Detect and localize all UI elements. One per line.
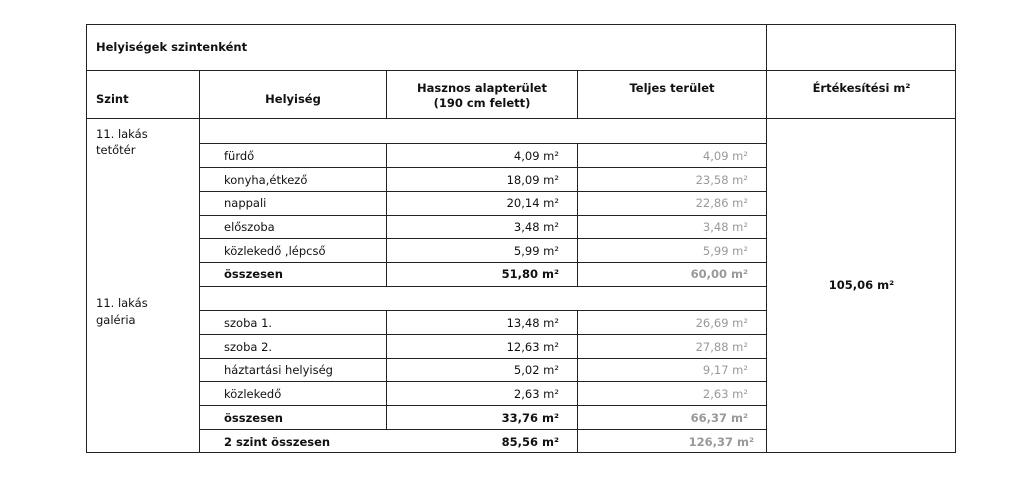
grand-total-label: 2 szint összesen — [224, 435, 331, 449]
room-hasznos: 2,63 m² — [513, 387, 559, 401]
room-teljes: 22,86 m² — [695, 196, 748, 210]
room-name: nappali — [224, 196, 267, 210]
header-hasznos-line2: (190 cm felett) — [433, 96, 531, 110]
row-line — [199, 191, 767, 192]
room-hasznos: 5,02 m² — [513, 363, 559, 377]
room-hasznos: 12,63 m² — [506, 340, 559, 354]
room-name: szoba 2. — [224, 340, 273, 354]
row-line — [199, 310, 767, 311]
row-line — [199, 405, 767, 406]
row-line — [199, 238, 767, 239]
row-line — [199, 286, 767, 287]
ertekesitesi-value: 105,06 m² — [828, 278, 895, 292]
room-name: előszoba — [224, 220, 275, 234]
room-teljes: 9,17 m² — [702, 363, 748, 377]
level-total-hasznos: 51,80 m² — [501, 267, 559, 281]
room-teljes: 5,99 m² — [702, 244, 748, 258]
room-teljes: 2,63 m² — [702, 387, 748, 401]
room-teljes: 27,88 m² — [695, 340, 748, 354]
row-line — [199, 429, 767, 430]
room-teljes: 26,69 m² — [695, 316, 748, 330]
header-helyiseg: Helyiség — [265, 92, 321, 106]
room-hasznos: 3,48 m² — [513, 220, 559, 234]
level-name: 11. lakás — [96, 127, 148, 141]
room-teljes: 3,48 m² — [702, 220, 748, 234]
level-total-hasznos: 33,76 m² — [501, 411, 559, 425]
room-hasznos: 13,48 m² — [506, 316, 559, 330]
room-name: konyha,étkező — [224, 173, 308, 187]
room-name: szoba 1. — [224, 316, 273, 330]
row-line — [199, 143, 767, 144]
header-ertekesitesi: Értékesítési m² — [812, 81, 911, 95]
level-name: tetőtér — [96, 143, 136, 157]
header-szint: Szint — [96, 92, 129, 106]
room-name: fürdő — [224, 149, 255, 163]
room-hasznos: 5,99 m² — [513, 244, 559, 258]
row-line — [199, 215, 767, 216]
room-hasznos: 4,09 m² — [513, 149, 559, 163]
grand-total-hasznos: 85,56 m² — [501, 435, 559, 449]
hline-header-bottom — [86, 118, 956, 119]
room-hasznos: 20,14 m² — [506, 196, 559, 210]
level-name: galéria — [96, 313, 136, 327]
room-name: közlekedő — [224, 387, 282, 401]
header-hasznos-line1: Hasznos alapterület — [417, 81, 547, 95]
header-teljes: Teljes terület — [629, 81, 715, 95]
row-line — [199, 381, 767, 382]
row-line — [199, 167, 767, 168]
level-name: 11. lakás — [96, 296, 148, 310]
room-teljes: 4,09 m² — [702, 149, 748, 163]
grand-total-teljes: 126,37 m² — [688, 435, 754, 449]
level-total-teljes: 66,37 m² — [690, 411, 748, 425]
level-total-teljes: 60,00 m² — [690, 267, 748, 281]
room-name: háztartási helyiség — [224, 363, 333, 377]
level-total-label: összesen — [224, 411, 283, 425]
row-line — [199, 358, 767, 359]
room-hasznos: 18,09 m² — [506, 173, 559, 187]
table-title: Helyiségek szintenként — [96, 40, 248, 54]
room-name: közlekedő ,lépcső — [224, 244, 326, 258]
row-line — [199, 334, 767, 335]
room-teljes: 23,58 m² — [695, 173, 748, 187]
row-line — [199, 262, 767, 263]
hline-title-bottom — [86, 70, 956, 71]
level-total-label: összesen — [224, 267, 283, 281]
